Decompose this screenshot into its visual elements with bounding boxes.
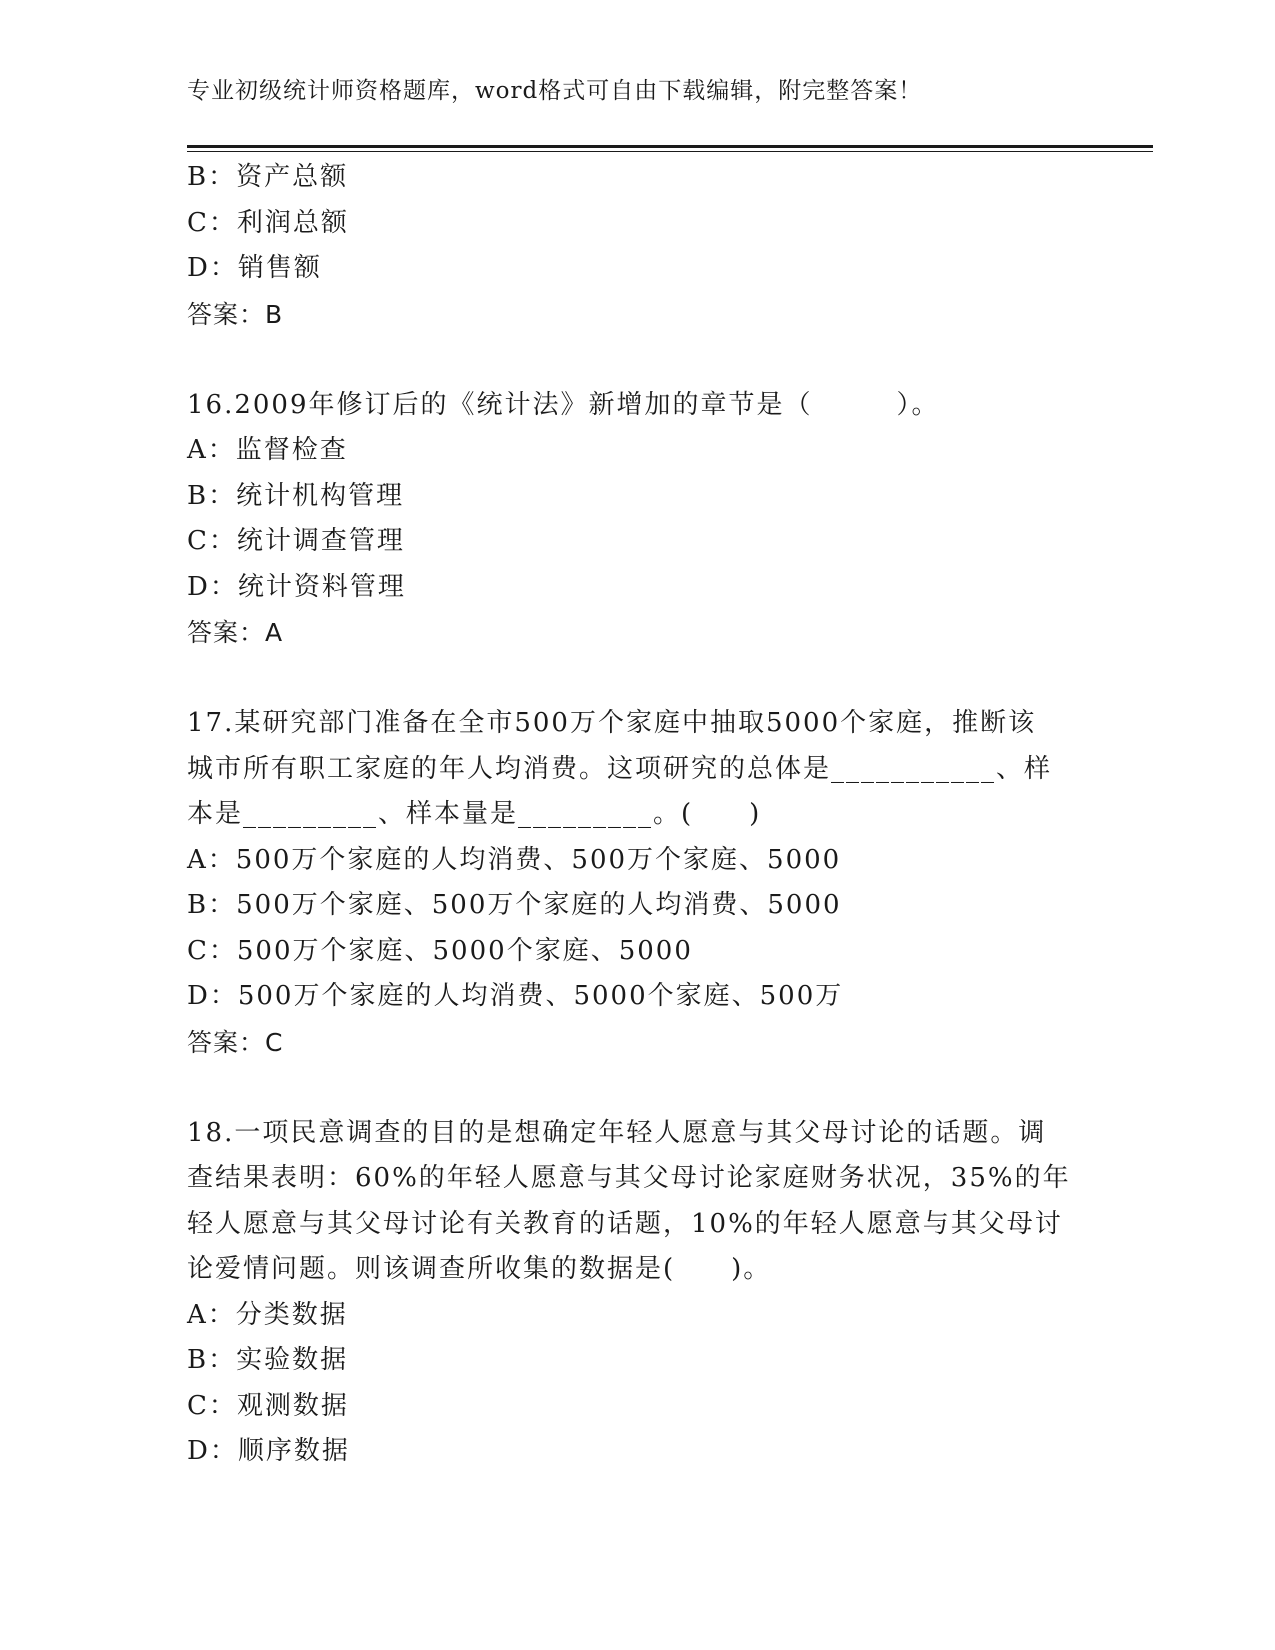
option-d: D：顺序数据 <box>187 1436 350 1466</box>
question-18-text-line: 轻人愿意与其父母讨论有关教育的话题，10%的年轻人愿意与其父母讨 <box>187 1208 1063 1239</box>
spacer <box>187 656 1087 702</box>
header-rule-thin <box>187 151 1153 152</box>
question-18-block <box>187 1111 1087 1475</box>
question-17-text-line: 17.某研究部门准备在全市500万个家庭中抽取5000个家庭，推断该 <box>187 708 1037 738</box>
question-18-text-line: 18.一项民意调查的目的是想确定年轻人愿意与其父母讨论的话题。调 <box>187 1117 1047 1148</box>
option-b: B：500万个家庭、500万个家庭的人均消费、5000 <box>187 890 842 920</box>
page-header: 专业初级统计师资格题库，word格式可自由下载编辑，附完整答案！ <box>187 78 923 104</box>
header-rule-thick <box>187 145 1153 148</box>
question-16-text: 16.2009年修订后的《统计法》新增加的章节是（ ）。 <box>187 389 940 420</box>
question-17-block <box>187 701 1087 1065</box>
answer: 答案：A <box>187 618 284 647</box>
answer: 答案：B <box>187 299 284 329</box>
question-18-text-line: 查结果表明：60%的年轻人愿意与其父母讨论家庭财务状况，35%的年 <box>187 1163 1071 1193</box>
question-list <box>187 155 1087 1475</box>
option-a: A：分类数据 <box>187 1299 348 1330</box>
prev-question-block <box>187 155 1087 337</box>
option-b: B：统计机构管理 <box>187 480 405 511</box>
question-16-block <box>187 383 1087 656</box>
option-a: A：监督检查 <box>187 435 348 465</box>
answer: 答案：C <box>187 1027 284 1057</box>
spacer <box>187 1065 1087 1111</box>
option-b: B：资产总额 <box>187 162 349 192</box>
question-18-text-line: 论爱情问题。则该调查所收集的数据是( )。 <box>187 1254 772 1284</box>
option-c: C：利润总额 <box>187 207 349 238</box>
option-c: C：观测数据 <box>187 1390 349 1421</box>
option-c: C：统计调查管理 <box>187 526 405 556</box>
option-d: D：500万个家庭的人均消费、5000个家庭、500万 <box>187 981 844 1011</box>
option-d: D：统计资料管理 <box>187 571 406 602</box>
question-17-text-line: 本是_________、样本量是_________。( ) <box>187 799 762 829</box>
option-d: D：销售额 <box>187 253 322 283</box>
option-c: C：500万个家庭、5000个家庭、5000 <box>187 935 693 966</box>
option-b: B：实验数据 <box>187 1345 349 1375</box>
spacer <box>187 337 1087 383</box>
question-17-text-line: 城市所有职工家庭的年人均消费。这项研究的总体是___________、样 <box>187 753 1053 784</box>
option-a: A：500万个家庭的人均消费、500万个家庭、5000 <box>187 844 842 875</box>
